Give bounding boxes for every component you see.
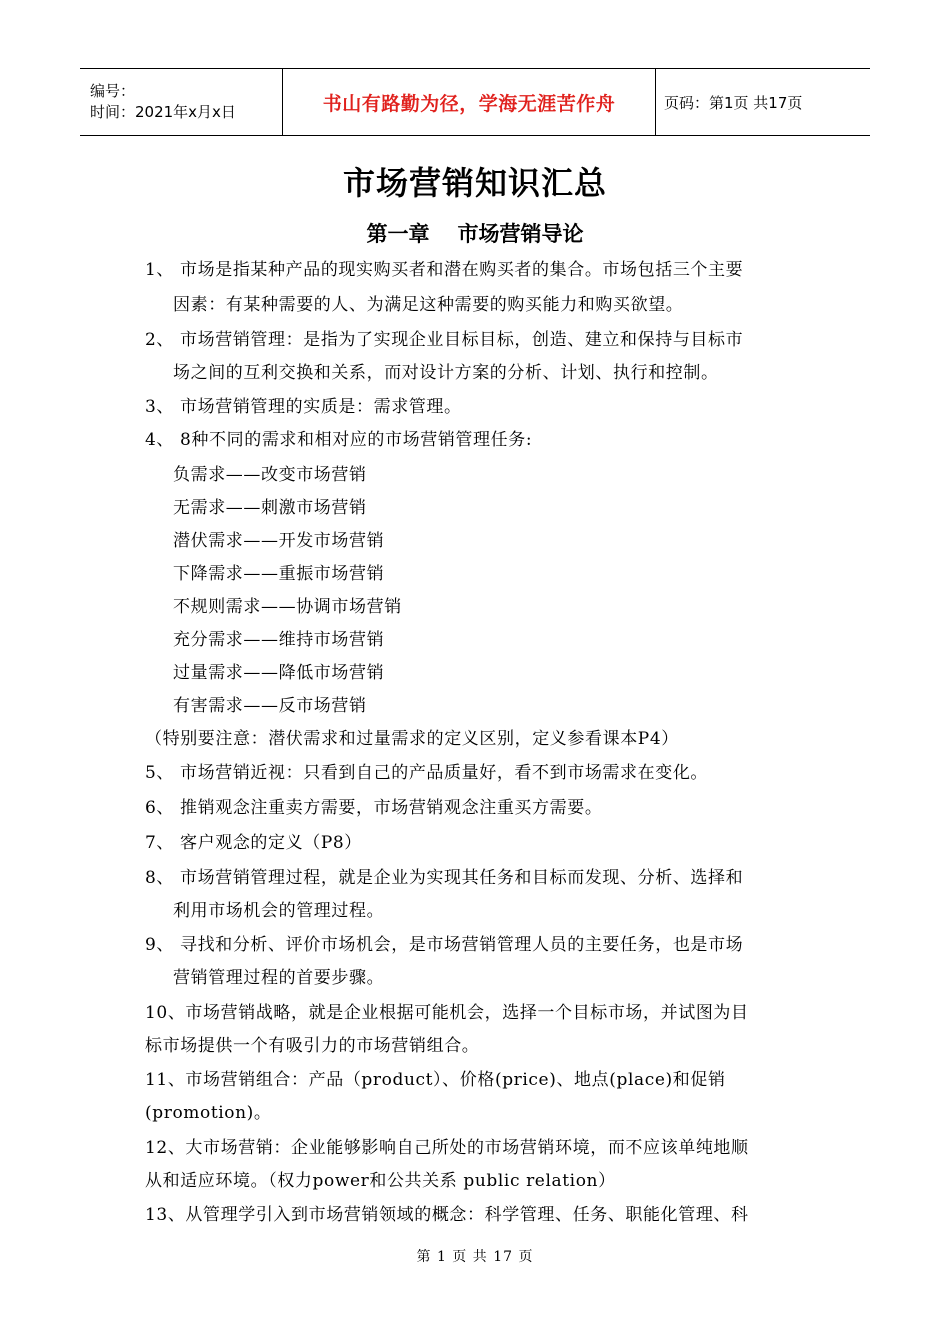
body-line: 9、 寻找和分析、评价市场机会，是市场营销管理人员的主要任务，也是市场 bbox=[145, 935, 744, 955]
body-line: 6、 推销观念注重卖方需要，市场营销观念注重买方需要。 bbox=[145, 798, 603, 818]
body-line: 8、 市场营销管理过程，就是企业为实现其任务和目标而发现、分析、选择和 bbox=[145, 868, 744, 888]
number-label: 编号： bbox=[90, 82, 136, 100]
body-line: 潜伏需求——开发市场营销 bbox=[173, 531, 385, 551]
body-line: 有害需求——反市场营销 bbox=[173, 696, 367, 716]
body-line: 5、 市场营销近视：只看到自己的产品质量好，看不到市场需求在变化。 bbox=[145, 763, 709, 783]
header-meta bbox=[80, 69, 282, 135]
body-line: 2、 市场营销管理：是指为了实现企业目标目标，创造、建立和保持与目标市 bbox=[145, 330, 744, 350]
body-line: 4、 8种不同的需求和相对应的市场营销管理任务: bbox=[145, 430, 533, 450]
body-line: 负需求——改变市场营销 bbox=[173, 465, 367, 485]
document-header bbox=[80, 68, 870, 136]
page-footer: 第 1 页 共 17 页 bbox=[416, 1249, 534, 1265]
body-line: 3、 市场营销管理的实质是：需求管理。 bbox=[145, 397, 462, 417]
body-line: 从和适应环境。（权力power和公共关系 public relation） bbox=[145, 1171, 616, 1191]
document-title: 市场营销知识汇总 bbox=[342, 164, 607, 202]
body-line: 因素：有某种需要的人、为满足这种需要的购买能力和购买欲望。 bbox=[173, 295, 684, 315]
body-line: 充分需求——维持市场营销 bbox=[173, 630, 385, 650]
body-line: （特别要注意：潜伏需求和过量需求的定义区别，定义参看课本P4） bbox=[145, 729, 679, 749]
body-line: 无需求——刺激市场营销 bbox=[173, 498, 367, 518]
body-line: 利用市场机会的管理过程。 bbox=[173, 901, 385, 921]
body-line: 场之间的互利交换和关系，而对设计方案的分析、计划、执行和控制。 bbox=[173, 363, 719, 383]
body-line: 不规则需求——协调市场营销 bbox=[173, 597, 402, 617]
body-line: (promotion)。 bbox=[145, 1103, 272, 1123]
body-line: 12、大市场营销：企业能够影响自己所处的市场营销环境，而不应该单纯地顺 bbox=[145, 1138, 749, 1158]
body-line: 13、从管理学引入到市场营销领域的概念：科学管理、任务、职能化管理、科 bbox=[145, 1205, 749, 1225]
chapter-title bbox=[0, 218, 950, 248]
body-line: 7、 客户观念的定义（P8） bbox=[145, 833, 362, 853]
body-line: 下降需求——重振市场营销 bbox=[173, 564, 385, 584]
chapter-number: 第一章 bbox=[366, 222, 430, 246]
time-label: 时间：2021年x月x日 bbox=[90, 103, 236, 121]
body-line: 营销管理过程的首要步骤。 bbox=[173, 968, 385, 988]
page-info: 页码：第1页 共17页 bbox=[664, 93, 803, 112]
header-page-cell bbox=[656, 69, 870, 135]
body-line: 过量需求——降低市场营销 bbox=[173, 663, 385, 683]
header-motto-cell bbox=[282, 69, 656, 135]
body-line: 标市场提供一个有吸引力的市场营销组合。 bbox=[145, 1036, 480, 1056]
body-line: 10、市场营销战略，就是企业根据可能机会，选择一个目标市场，并试图为目 bbox=[145, 1003, 749, 1023]
motto: 书山有路勤为径，学海无涯苦作舟 bbox=[322, 92, 616, 115]
chapter-name: 市场营销导论 bbox=[457, 222, 584, 246]
body-line: 11、市场营销组合：产品（product）、价格(price)、地点(place)和促销 bbox=[145, 1070, 726, 1090]
body-line: 1、 市场是指某种产品的现实购买者和潜在购买者的集合。市场包括三个主要 bbox=[145, 260, 744, 280]
